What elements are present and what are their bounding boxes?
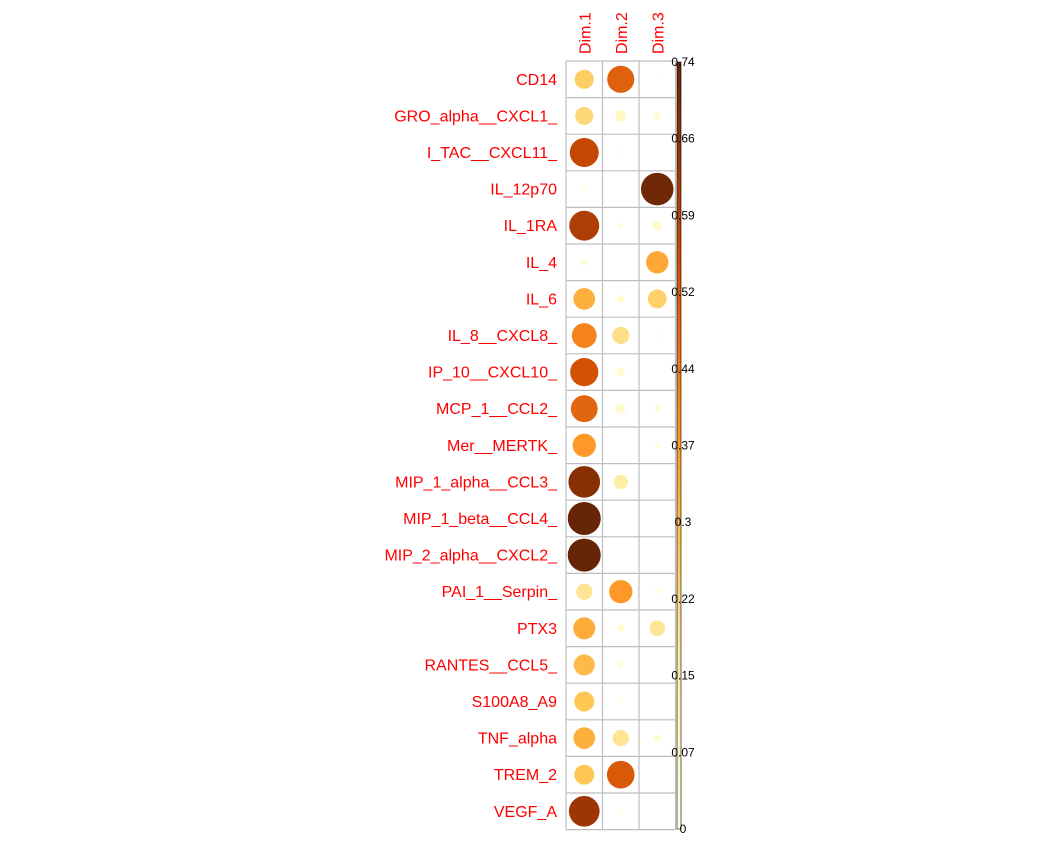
row-label: GRO_alpha__CXCL1_ bbox=[394, 108, 557, 126]
data-circle bbox=[646, 251, 668, 273]
data-circle bbox=[616, 368, 625, 377]
row-label: TREM_2 bbox=[493, 767, 557, 785]
data-circle bbox=[573, 434, 596, 457]
data-circle bbox=[574, 692, 594, 712]
data-circle bbox=[648, 290, 667, 309]
plot-cells bbox=[566, 61, 676, 830]
colorbar-tick-label: 0.3 bbox=[674, 515, 692, 530]
data-circle bbox=[617, 295, 625, 303]
data-circle bbox=[653, 734, 661, 742]
data-circle bbox=[607, 761, 635, 789]
row-label: PAI_1__Serpin_ bbox=[441, 584, 557, 602]
data-circle bbox=[574, 765, 594, 785]
colorbar-tick-label: 0.22 bbox=[671, 591, 695, 606]
data-circle bbox=[574, 654, 595, 675]
data-circle bbox=[575, 70, 594, 89]
row-label: MIP_2_alpha__CXCL2_ bbox=[384, 547, 557, 565]
data-circle bbox=[655, 334, 659, 338]
colorbar-tick-label: 0.52 bbox=[671, 285, 695, 300]
data-circle bbox=[649, 620, 665, 636]
data-circle bbox=[653, 221, 662, 230]
data-circle bbox=[613, 730, 629, 746]
row-label: PTX3 bbox=[516, 620, 557, 638]
colorbar-tick-label: 0.66 bbox=[671, 131, 695, 146]
data-circle bbox=[655, 77, 659, 81]
data-circle bbox=[615, 110, 626, 121]
data-circle bbox=[619, 151, 623, 155]
colorbar-tick-label: 0.07 bbox=[671, 745, 695, 760]
row-labels bbox=[384, 72, 558, 821]
column-label: Dim.3 bbox=[650, 12, 668, 54]
data-circle bbox=[617, 624, 625, 632]
row-label: IP_10__CXCL10_ bbox=[428, 364, 557, 382]
data-circle bbox=[575, 107, 593, 125]
data-circle bbox=[572, 323, 597, 348]
data-circle bbox=[655, 589, 660, 594]
data-circle bbox=[570, 138, 599, 167]
row-label: Mer__MERTK_ bbox=[447, 437, 557, 455]
colorbar-tick-label: 0.74 bbox=[671, 55, 695, 69]
colorbar-tick-label: 0 bbox=[679, 822, 687, 836]
row-label: MIP_1_alpha__CCL3_ bbox=[395, 474, 557, 492]
colorbar-tick-label: 0.44 bbox=[671, 361, 695, 376]
data-circle bbox=[573, 727, 595, 749]
colorbar-tick-label: 0.37 bbox=[671, 438, 695, 453]
data-circle bbox=[617, 662, 624, 669]
data-circle bbox=[571, 395, 598, 422]
data-circle bbox=[641, 173, 674, 206]
row-label: IL_8__CXCL8_ bbox=[447, 328, 557, 345]
data-circle bbox=[573, 288, 595, 310]
row-label: RANTES__CCL5_ bbox=[424, 657, 557, 675]
column-label: Dim.1 bbox=[577, 12, 595, 54]
data-circle bbox=[576, 584, 592, 600]
data-circle bbox=[568, 539, 601, 572]
row-label: IL_1RA bbox=[503, 218, 557, 236]
row-label: MCP_1__CCL2_ bbox=[436, 401, 557, 419]
data-circle bbox=[570, 358, 598, 386]
data-circle bbox=[655, 443, 660, 448]
data-circle bbox=[619, 700, 623, 704]
data-circle bbox=[654, 405, 661, 412]
row-label: IL_12p70 bbox=[490, 181, 557, 199]
data-circle bbox=[619, 809, 623, 813]
data-circle bbox=[612, 327, 629, 344]
colorbar bbox=[671, 55, 695, 836]
data-circle bbox=[618, 223, 623, 228]
column-label: Dim.2 bbox=[613, 12, 631, 54]
data-circle bbox=[568, 466, 600, 498]
data-circle bbox=[569, 796, 600, 827]
row-label: TNF_alpha bbox=[477, 730, 557, 748]
data-circle bbox=[569, 211, 599, 241]
row-label: S100A8_A9 bbox=[471, 694, 557, 711]
data-circle bbox=[607, 66, 634, 93]
data-circle bbox=[653, 112, 661, 120]
colorbar-tick-label: 0.59 bbox=[671, 208, 695, 223]
row-label: I_TAC__CXCL11_ bbox=[426, 145, 557, 162]
colorbar-tick-label: 0.15 bbox=[671, 668, 695, 683]
data-circle bbox=[614, 475, 628, 489]
row-label: IL_6 bbox=[525, 291, 557, 309]
data-circle bbox=[609, 580, 632, 603]
column-labels bbox=[577, 12, 667, 54]
data-circle bbox=[582, 187, 586, 191]
data-circle bbox=[581, 259, 588, 266]
row-label: CD14 bbox=[516, 71, 557, 89]
data-circle bbox=[568, 502, 601, 535]
row-label: VEGF_A bbox=[493, 803, 557, 821]
data-circle bbox=[616, 404, 625, 413]
row-label: MIP_1_beta__CCL4_ bbox=[403, 511, 557, 528]
data-circle bbox=[573, 617, 595, 639]
row-label: IL_4 bbox=[525, 254, 557, 272]
